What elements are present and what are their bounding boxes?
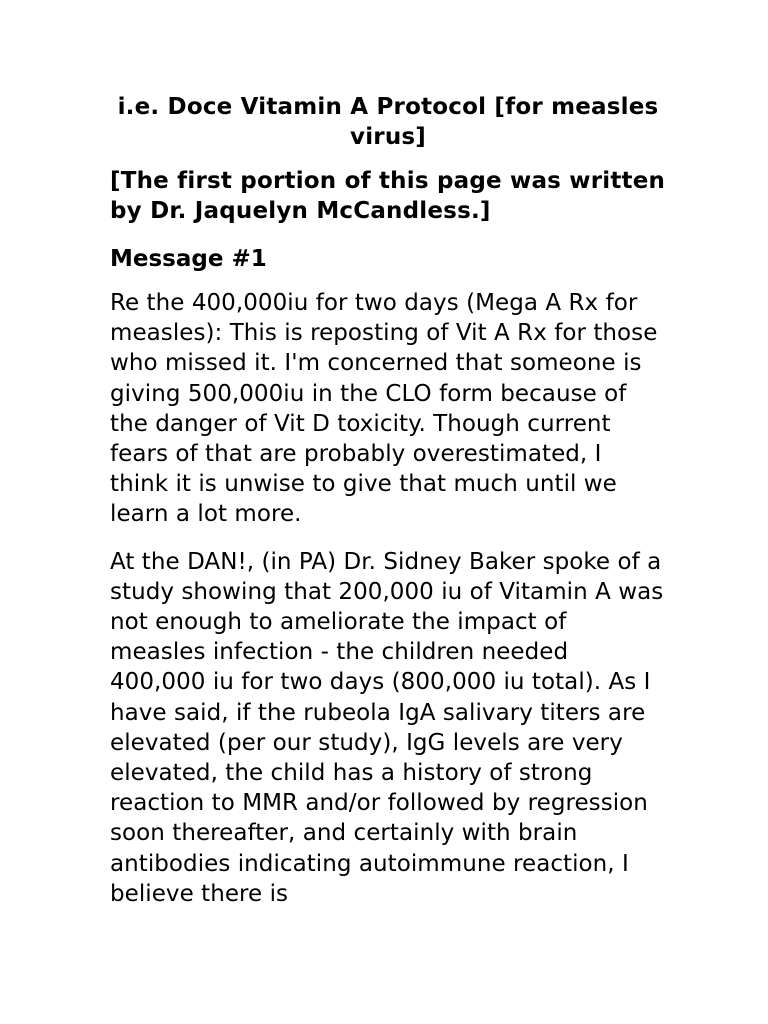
paragraph-1: Re the 400,000iu for two days (Mega A Rx for measles): This is reposting of Vit A Rx for those who missed it. I'm concerned that someone is giving 500,000iu in the CLO form because of the danger of Vit D toxicity. Though current fears of that are probably overestimated, I think it is unwise to give that much until we learn a lot more. <box>110 290 658 528</box>
paragraph-2: At the DAN!, (in PA) Dr. Sidney Baker spoke of a study showing that 200,000 iu of Vitamin A was not enough to ameliorate the impact of measles infection - the children needed 400,000 iu for two days (800,000 iu total). As I have said, if the rubeola IgA salivary titers are elevated (per our study), IgG levels are very elevated, the child has a history of strong reaction to MMR and/or followed by regression soon thereafter, and certainly with brain antibodies indicating autoimmune reaction, I believe there is <box>110 548 664 907</box>
document-page <box>110 92 666 909</box>
message-heading: Message #1 <box>110 246 267 272</box>
document-subtitle: [The first portion of this page was written by Dr. Jaquelyn McCandless.] <box>110 168 666 224</box>
document-title: i.e. Doce Vitamin A Protocol [for measles virus] <box>117 94 659 150</box>
